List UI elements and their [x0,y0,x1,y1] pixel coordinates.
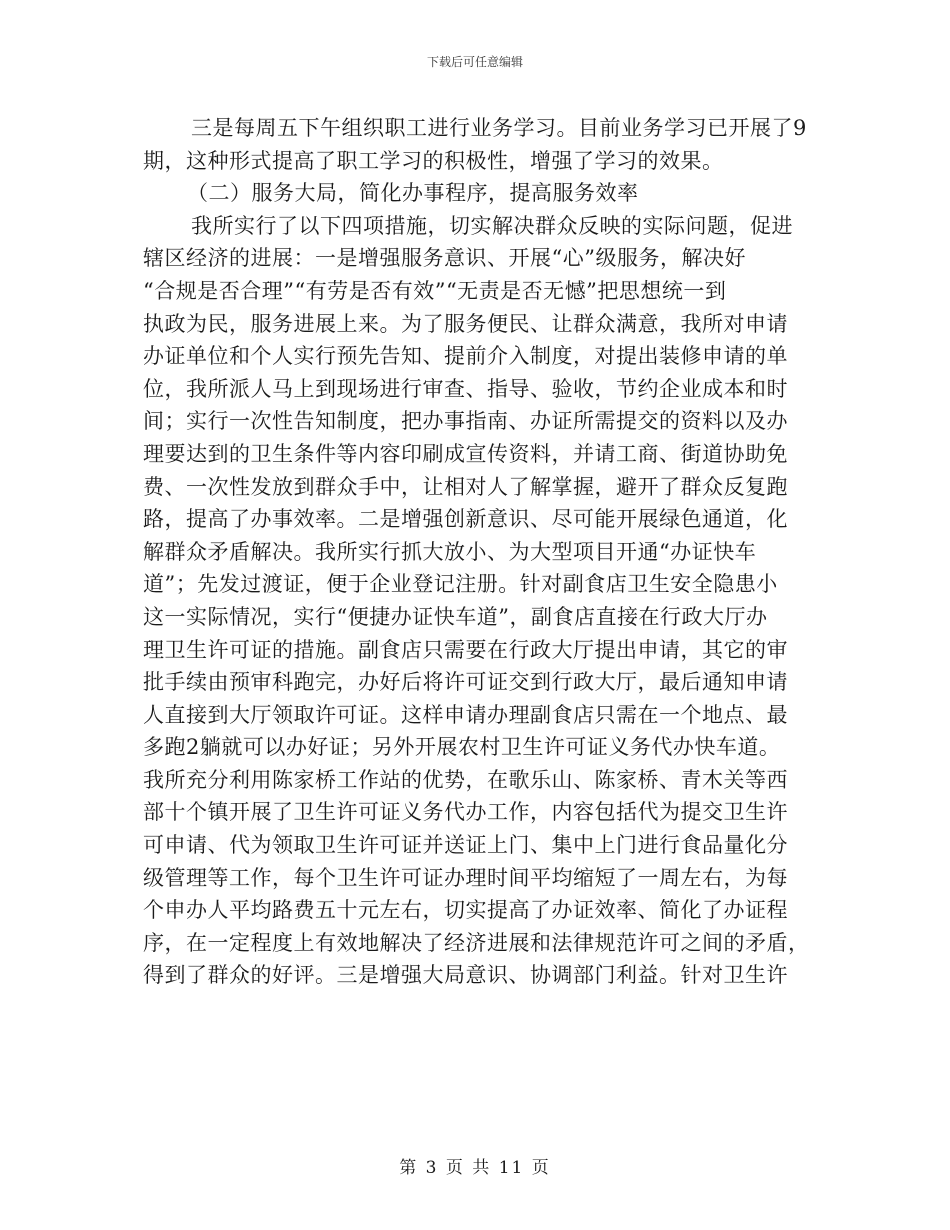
text-line: 费、一次性发放到群众手中，让相对人了解掌握，避开了群众反复跑 [143,474,788,499]
text-line: 辖区经济的进展：一是增强服务意识、开展“心”级服务，解决好 [143,246,746,271]
text-line: 解群众矛盾解决。我所实行抓大放小、为大型项目开通“办证快车 [143,539,757,564]
text-line: 三是每周五下午组织职工进行业务学习。目前业务学习已开展了9 [191,116,807,140]
text-line: 期，这种形式提高了职工学习的积极性，增强了学习的效果。 [143,148,724,173]
text-line: 我所实行了以下四项措施，切实解决群众反映的实际问题，促进 [191,213,793,238]
text-line: 序，在一定程度上有效地解决了经济进展和法律规范许可之间的矛盾， [143,930,810,955]
page-number-footer: 第 3 页 共 11 页 [399,1158,551,1178]
text-line: 位，我所派人马上到现场进行审查、指导、验收，节约企业成本和时 [143,376,788,401]
text-line: 道”；先发过渡证，便于企业登记注册。针对副食店卫生安全隐患小 [143,572,778,597]
text-line: 可申请、代为领取卫生许可证并送证上门、集中上门进行食品量化分 [143,833,788,858]
page-header: 下载后可任意编辑 [426,55,523,69]
text-line: 办证单位和个人实行预先告知、提前介入制度，对提出装修申请的单 [143,344,788,369]
text-line: 多跑2躺就可以办好证；另外开展农村卫生许可证义务代办快车道。 [143,735,781,760]
text-line: 执政为民，服务进展上来。为了服务便民、让群众满意，我所对申请 [143,311,788,336]
text-line: 得到了群众的好评。三是增强大局意识、协调部门利益。针对卫生许 [143,963,788,988]
text-line: 间；实行一次性告知制度，把办事指南、办证所需提交的资料以及办 [143,409,788,434]
text-line: 人直接到大厅领取许可证。这样申请办理副食店只需在一个地点、最 [143,702,788,727]
section-heading: （二）服务大局，简化办事程序，提高服务效率 [187,181,639,206]
text-line: “合规是否合理”“有劳是否有效”“无责是否无憾”把思想统一到 [143,278,727,303]
text-line: 我所充分利用陈家桥工作站的优势，在歌乐山、陈家桥、青木关等西 [143,767,788,792]
text-line: 理要达到的卫生条件等内容印刷成宣传资料，并请工商、街道协助免 [143,441,788,466]
document-body [143,112,813,992]
text-line: 级管理等工作，每个卫生许可证办理时间平均缩短了一周左右，为每 [143,865,788,890]
text-line: 理卫生许可证的措施。副食店只需要在行政大厅提出申请，其它的审 [143,637,788,662]
text-line: 路，提高了办事效率。二是增强创新意识、尽可能开展绿色通道，化 [143,507,788,532]
text-line: 个申办人平均路费五十元左右，切实提高了办证效率、简化了办证程 [143,898,788,923]
text-line: 这一实际情况，实行“便捷办证快车道”，副食店直接在行政大厅办 [143,604,768,629]
text-line: 批手续由预审科跑完，办好后将许可证交到行政大厅，最后通知申请 [143,670,788,695]
text-line: 部十个镇开展了卫生许可证义务代办工作，内容包括代为提交卫生许 [143,800,788,825]
